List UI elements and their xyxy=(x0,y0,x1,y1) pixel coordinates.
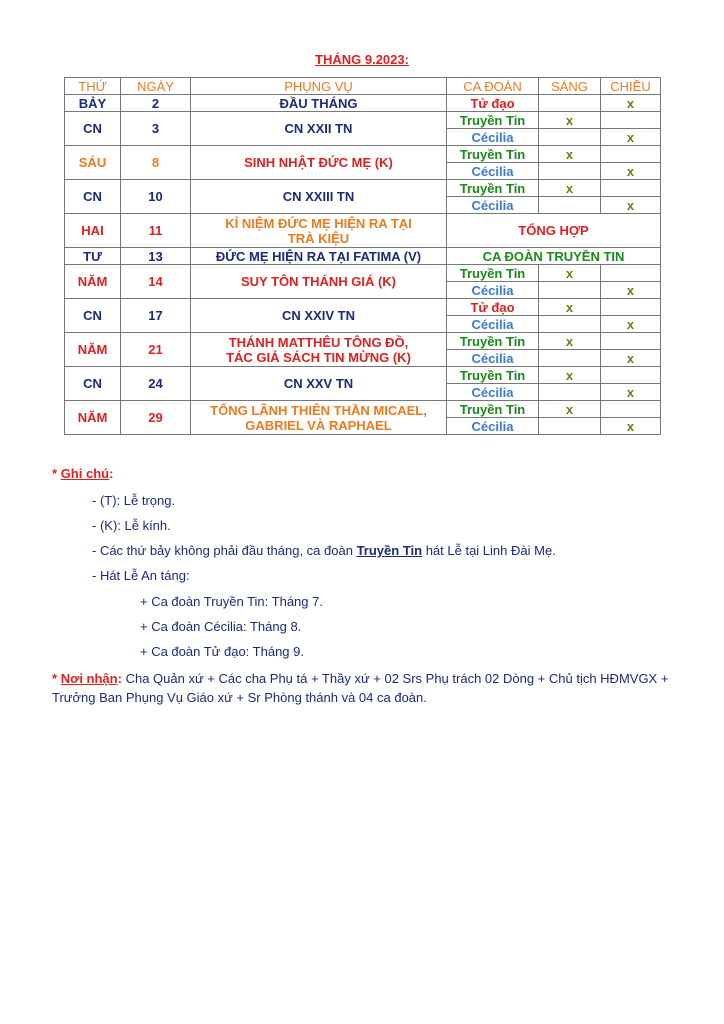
cell-sang xyxy=(539,163,601,180)
cell-phung-vu xyxy=(191,214,447,248)
cell-phung-vu: ĐẦU THÁNG xyxy=(191,95,447,112)
cell-chieu: x xyxy=(601,418,661,435)
cell-sang: x xyxy=(539,146,601,163)
cell-chieu xyxy=(601,146,661,163)
cell-phung-vu: CN XXIII TN xyxy=(191,180,447,214)
phung-vu-line-2: TÁC GIẢ SÁCH TIN MỪNG (K) xyxy=(226,349,411,365)
note-saturday-choir: Truyền Tin xyxy=(356,543,423,558)
cell-ca-doan: Cécilia xyxy=(447,350,539,367)
cell-merged-ca-doan: TỔNG HỢP xyxy=(447,214,661,248)
phung-vu-line-1: KỈ NIỆM ĐỨC MẸ HIỆN RA TẠI xyxy=(225,215,412,231)
cell-merged-ca-doan: CA ĐOÀN TRUYỀN TIN xyxy=(447,248,661,265)
cell-chieu: x xyxy=(601,384,661,401)
cell-ca-doan: Truyền Tin xyxy=(447,265,539,282)
cell-phung-vu: ĐỨC MẸ HIỆN RA TẠI FATIMA (V) xyxy=(191,248,447,265)
header-ca-doan: CA ĐOÀN xyxy=(447,78,539,95)
cell-sang xyxy=(539,197,601,214)
cell-ca-doan: Tử đạo xyxy=(447,95,539,112)
cell-sang: x xyxy=(539,180,601,197)
notes-heading-text: Ghi chú xyxy=(60,466,110,481)
table-row xyxy=(65,146,661,163)
note-saturday xyxy=(92,543,556,558)
cell-thu: CN xyxy=(65,367,121,401)
recipients-heading: Nơi nhận xyxy=(60,671,118,686)
cell-thu: CN xyxy=(65,112,121,146)
cell-sang xyxy=(539,316,601,333)
cell-ca-doan: Cécilia xyxy=(447,316,539,333)
cell-chieu: x xyxy=(601,282,661,299)
note-k: - (K): Lễ kính. xyxy=(92,518,171,533)
phung-vu-line-2: GABRIEL VÀ RAPHAEL xyxy=(245,417,392,433)
cell-thu: NĂM xyxy=(65,401,121,435)
phung-vu-line-1: THÁNH MATTHÊU TÔNG ĐỒ, xyxy=(228,334,409,350)
cell-ngay: 21 xyxy=(121,333,191,367)
cell-ngay: 8 xyxy=(121,146,191,180)
cell-ca-doan: Truyền Tin xyxy=(447,367,539,384)
recipients-section xyxy=(52,669,682,707)
cell-sang xyxy=(539,129,601,146)
cell-chieu xyxy=(601,180,661,197)
recipients-star: * xyxy=(52,671,58,686)
cell-ngay: 11 xyxy=(121,214,191,248)
cell-chieu: x xyxy=(601,197,661,214)
cell-thu: SÁU xyxy=(65,146,121,180)
table-row xyxy=(65,265,661,282)
page-title: THÁNG 9.2023: xyxy=(315,52,409,67)
table-row xyxy=(65,367,661,384)
cell-ca-doan: Cécilia xyxy=(447,163,539,180)
cell-phung-vu xyxy=(191,333,447,367)
cell-chieu xyxy=(601,401,661,418)
cell-ngay: 17 xyxy=(121,299,191,333)
cell-sang xyxy=(539,384,601,401)
cell-ngay: 10 xyxy=(121,180,191,214)
cell-chieu: x xyxy=(601,129,661,146)
cell-chieu: x xyxy=(601,350,661,367)
cell-phung-vu xyxy=(191,401,447,435)
cell-phung-vu: CN XXIV TN xyxy=(191,299,447,333)
note-saturday-suffix: hát Lễ tại Linh Đài Mẹ. xyxy=(425,543,556,558)
cell-ca-doan: Cécilia xyxy=(447,282,539,299)
cell-chieu: x xyxy=(601,163,661,180)
cell-ngay: 24 xyxy=(121,367,191,401)
cell-phung-vu: CN XXV TN xyxy=(191,367,447,401)
cell-ngay: 2 xyxy=(121,95,191,112)
recipients-colon: : xyxy=(117,671,122,686)
cell-ca-doan: Truyền Tin xyxy=(447,180,539,197)
cell-sang xyxy=(539,418,601,435)
cell-phung-vu: SINH NHẬT ĐỨC MẸ (K) xyxy=(191,146,447,180)
cell-ca-doan: Cécilia xyxy=(447,384,539,401)
phung-vu-line-1: TỔNG LÃNH THIÊN THẦN MICAEL, xyxy=(210,402,427,418)
cell-sang xyxy=(539,282,601,299)
cell-phung-vu: CN XXII TN xyxy=(191,112,447,146)
cell-chieu: x xyxy=(601,316,661,333)
cell-chieu xyxy=(601,265,661,282)
cell-sang xyxy=(539,350,601,367)
cell-sang: x xyxy=(539,112,601,129)
note-funeral-2: + Ca đoàn Cécilia: Tháng 8. xyxy=(140,619,302,634)
cell-ca-doan: Truyền Tin xyxy=(447,401,539,418)
cell-ngay: 3 xyxy=(121,112,191,146)
cell-sang: x xyxy=(539,401,601,418)
cell-chieu xyxy=(601,333,661,350)
phung-vu-line-2: TRÀ KIỆU xyxy=(287,230,350,246)
cell-chieu xyxy=(601,299,661,316)
cell-ngay: 29 xyxy=(121,401,191,435)
table-row xyxy=(65,180,661,197)
notes-colon: : xyxy=(109,466,114,481)
cell-chieu xyxy=(601,112,661,129)
cell-thu: CN xyxy=(65,180,121,214)
header-chieu: CHIỀU xyxy=(601,78,661,95)
header-thu: THỨ xyxy=(65,78,121,95)
cell-thu: TƯ xyxy=(65,248,121,265)
notes-star: * xyxy=(52,466,58,481)
table-header-row xyxy=(65,78,661,95)
cell-ca-doan: Truyền Tin xyxy=(447,112,539,129)
table-row xyxy=(65,248,661,265)
table-row xyxy=(65,214,661,248)
cell-sang: x xyxy=(539,265,601,282)
cell-thu: NĂM xyxy=(65,333,121,367)
table-row xyxy=(65,299,661,316)
cell-sang: x xyxy=(539,367,601,384)
cell-ca-doan: Cécilia xyxy=(447,418,539,435)
cell-ca-doan: Cécilia xyxy=(447,197,539,214)
cell-sang: x xyxy=(539,333,601,350)
table-row xyxy=(65,333,661,350)
cell-sang xyxy=(539,95,601,112)
cell-ca-doan: Tử đạo xyxy=(447,299,539,316)
cell-sang: x xyxy=(539,299,601,316)
note-saturday-prefix: - Các thứ bảy không phải đầu tháng, ca đoàn xyxy=(92,543,353,558)
cell-chieu xyxy=(601,367,661,384)
cell-thu: NĂM xyxy=(65,265,121,299)
cell-ca-doan: Truyền Tin xyxy=(447,146,539,163)
header-phung-vu: PHỤNG VỤ xyxy=(191,78,447,95)
note-t: - (T): Lễ trọng. xyxy=(92,493,176,508)
cell-thu: BẢY xyxy=(65,95,121,112)
recipients-text: Cha Quản xứ + Các cha Phụ tá + Thầy xứ + 02 Srs Phụ trách 02 Dòng + Chủ tịch HĐMVGX + Trưởng Ban Phụng Vụ Giáo xứ + Sr Phòng thánh và 04 ca đoàn. xyxy=(52,671,669,705)
cell-thu: HAI xyxy=(65,214,121,248)
note-funeral-3: + Ca đoàn Tử đạo: Tháng 9. xyxy=(140,644,304,659)
note-funeral: - Hát Lễ An táng: xyxy=(92,568,190,583)
cell-ca-doan: Truyền Tin xyxy=(447,333,539,350)
schedule-table xyxy=(64,77,661,435)
header-sang: SÁNG xyxy=(539,78,601,95)
notes-heading xyxy=(52,466,113,481)
table-row xyxy=(65,112,661,129)
cell-phung-vu: SUY TÔN THÁNH GIÁ (K) xyxy=(191,265,447,299)
cell-ngay: 13 xyxy=(121,248,191,265)
table-row xyxy=(65,401,661,418)
table-row xyxy=(65,95,661,112)
header-ngay: NGÀY xyxy=(121,78,191,95)
note-funeral-1: + Ca đoàn Truyền Tin: Tháng 7. xyxy=(140,594,323,609)
cell-thu: CN xyxy=(65,299,121,333)
cell-ca-doan: Cécilia xyxy=(447,129,539,146)
cell-chieu: x xyxy=(601,95,661,112)
cell-ngay: 14 xyxy=(121,265,191,299)
